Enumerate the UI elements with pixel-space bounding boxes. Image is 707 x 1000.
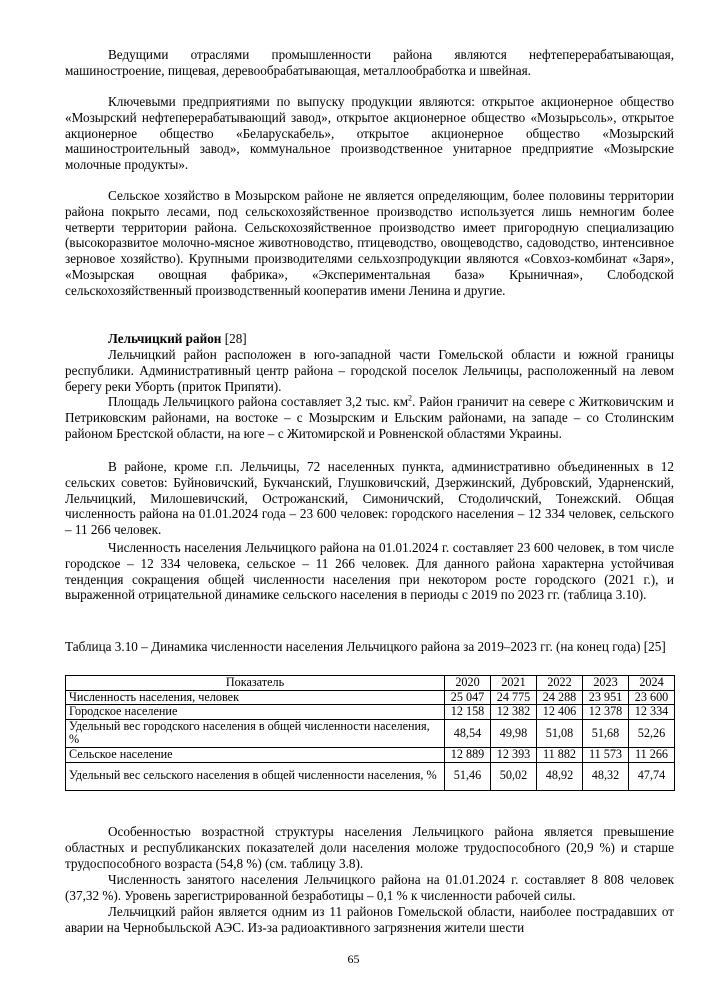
table-header-cell: 2021: [491, 676, 537, 691]
table-cell: 12 158: [445, 705, 491, 720]
table-cell: 24 775: [491, 690, 537, 705]
section-heading-ref: [28]: [221, 331, 247, 346]
paragraph-key-enterprises: Ключевыми предприятиями по выпуску продукции являются: открытое акционерное общество «Мозырский нефтеперерабатывающий завод», открытое акционерное общество «Мозырьсоль», открытое акционерное общество «Беларускабель», открытое акционерное общество «Мозырский машиностроительный завод», коммунальное производственное унитарное предприятие «Мозырские молочные продукты».: [65, 94, 674, 173]
table-cell: Удельный вес городского населения в общей численности населения, %: [66, 719, 445, 747]
paragraph-chernobyl: Лельчицкий район является одним из 11 районов Гомельской области, наиболее пострадавших от аварии на Чернобыльской АЭС. Из-за радиоактивного загрязнения жители шести: [65, 904, 674, 935]
table-cell: 24 288: [537, 690, 583, 705]
table-cell: Городское население: [66, 705, 445, 720]
table-row: [66, 719, 675, 747]
table-cell: 51,68: [583, 719, 629, 747]
table-cell: Удельный вес сельского населения в общей численности населения, %: [66, 762, 445, 790]
table-cell: 12 378: [583, 705, 629, 720]
table-row: [66, 762, 675, 790]
paragraph-population: Численность населения Лельчицкого района на 01.01.2024 г. составляет 23 600 человек, в том числе городское – 12 334 человека, сельское – 11 266 человек. Для данного района характерна устойчивая тенденция сокращения общей численности населения при некотором росте городского (2021 г.), и выраженной отрицательной динамике сельского населения в периоды с 2019 по 2023 гг. (таблица 3.10).: [65, 540, 674, 603]
section-heading: [65, 331, 674, 347]
table-cell: 48,32: [583, 762, 629, 790]
table-cell: 23 951: [583, 690, 629, 705]
table-cell: 12 382: [491, 705, 537, 720]
table-header-cell: 2022: [537, 676, 583, 691]
paragraph-age-structure: Особенностью возрастной структуры населения Лельчицкого района является превышение областных и республиканских показателей доли населения моложе трудоспособного (20,9 %) и старше трудоспособного возраста (54,8 %) (см. таблицу 3.8).: [65, 824, 674, 871]
table-row: [66, 705, 675, 720]
section-heading-title: Лельчицкий район: [108, 331, 222, 346]
table-cell: 23 600: [629, 690, 675, 705]
table-cell: 11 882: [537, 747, 583, 762]
paragraph-area: [65, 394, 674, 441]
table-cell: 51,08: [537, 719, 583, 747]
table-header-cell: 2020: [445, 676, 491, 691]
table-cell: 48,92: [537, 762, 583, 790]
table-cell: 25 047: [445, 690, 491, 705]
table-cell: 12 393: [491, 747, 537, 762]
table-cell: 50,02: [491, 762, 537, 790]
table-header-cell: Показатель: [66, 676, 445, 691]
table-caption: Таблица 3.10 – Динамика численности населения Лельчицкого района за 2019–2023 гг. (на конец года) [25]: [65, 639, 666, 654]
table-cell: 12 406: [537, 705, 583, 720]
table-header-cell: 2024: [629, 676, 675, 691]
area-superscript: 2: [408, 393, 413, 403]
paragraph-settlements: В районе, кроме г.п. Лельчицы, 72 населенных пункта, административно объединенных в 12 сельских советов: Буйновичский, Букчанский, Глушковичский, Дзержинский, Дубровский, Ударненский, Лельчицкий, Милошевичский, Острожанский, Симоничский, Стодоличский, Тонежский. Общая численность района на 01.01.2024 года – 23 600 человек: городского населения – 12 334 человек, сельского – 11 266 человек.: [65, 459, 674, 538]
table-cell: 49,98: [491, 719, 537, 747]
population-table: [65, 675, 675, 791]
table-cell: 48,54: [445, 719, 491, 747]
table-cell: 12 889: [445, 747, 491, 762]
area-text-start: Площадь Лельчицкого района составляет 3,2 тыс. км: [108, 394, 409, 409]
table-cell: Сельское население: [66, 747, 445, 762]
paragraph-industry-branches: Ведущими отраслями промышленности района являются нефтеперерабатывающая, машиностроение, пищевая, деревообрабатывающая, металлообработка и швейная.: [65, 47, 674, 78]
table-cell: 47,74: [629, 762, 675, 790]
table-header-cell: 2023: [583, 676, 629, 691]
paragraph-agriculture: Сельское хозяйство в Мозырском районе не является определяющим, более половины территории района покрыто лесами, под сельскохозяйственное производство используется лишь немногим более четверти территории района. Сельскохозяйственное производство имеет пригородную специализацию (высокоразвитое молочно-мясное животноводство, птицеводство, овощеводство, садоводство, интенсивное зерновое хозяйство). Крупными производителями сельхозпродукции являются «Совхоз-комбинат «Заря», «Мозырская овощная фабрика», «Экспериментальная база» Крыничная», Слободской сельскохозяйственный производственный кооператив имени Ленина и другие.: [65, 188, 674, 298]
table-cell: 52,26: [629, 719, 675, 747]
page-number: 65: [347, 952, 360, 966]
table-row: [66, 690, 675, 705]
table-cell: 11 573: [583, 747, 629, 762]
paragraph-employment: Численность занятого населения Лельчицкого района на 01.01.2024 г. составляет 8 808 человек (37,32 %). Уровень зарегистрированной безработицы – 0,1 % к численности рабочей силы.: [65, 872, 674, 903]
table-cell: 12 334: [629, 705, 675, 720]
table-header-row: [66, 676, 675, 691]
table-cell: Численность населения, человек: [66, 690, 445, 705]
area-text-end: . Район граничит на севере с Житковичским и Петриковским районами, на востоке – с Мозырским и Ельским районами, на западе – со Столинским районом Брестской области, на юге – с Житомирской и Ровненской областями Украины.: [65, 394, 674, 441]
table-cell: 11 266: [629, 747, 675, 762]
paragraph-location: Лельчицкий район расположен в юго-западной части Гомельской области и южной границы республики. Административный центр района – городской поселок Лельчицы, расположенный на левом берегу реки Уборть (приток Припяти).: [65, 347, 674, 394]
table-row: [66, 747, 675, 762]
table-cell: 51,46: [445, 762, 491, 790]
